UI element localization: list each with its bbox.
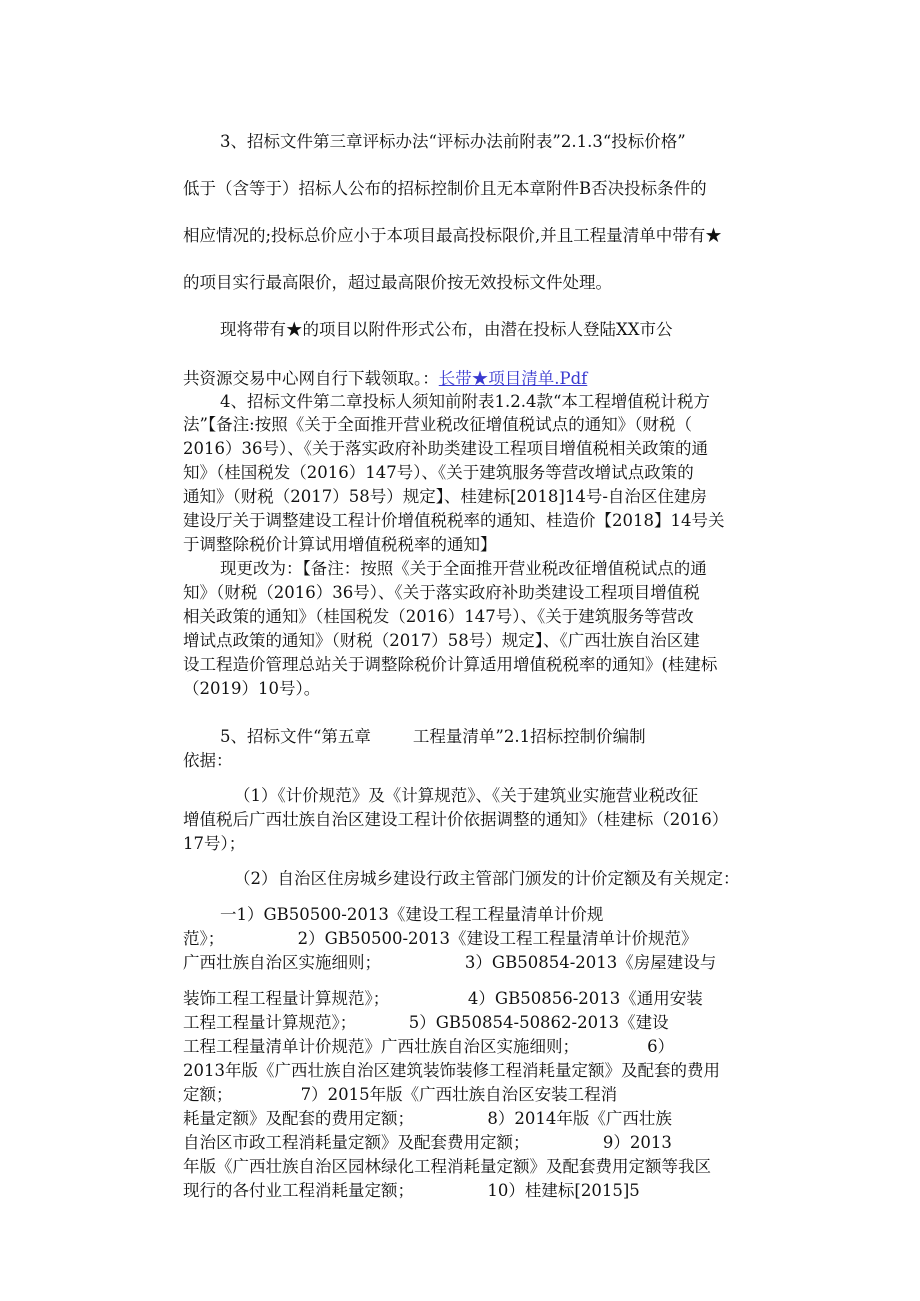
s3-line-4: 的项目实行最高限价，超过最高限价按无效投标文件处理。 — [183, 273, 612, 292]
s4-line-4: 知》（桂国税发（2016）147号）、《关于建筑服务等营改增试点政策的 — [183, 463, 694, 482]
s5-line-6: （2）自治区住房城乡建设行政主管部门颁发的计价定额及有关规定： — [234, 869, 740, 888]
s5-line-9: 广西壮族自治区实施细则； 3）GB50854-2013《房屋建设与 — [183, 953, 717, 972]
s5-line-13: 2013年版《广西壮族自治区建筑装饰装修工程消耗量定额》及配套的费用 — [183, 1061, 720, 1080]
s4-line-8: 现更改为：【备注：按照《关于全面推开营业税改征增值税试点的通 — [220, 559, 707, 578]
s5-line-3: （1）《计价规范》及《计算规范》、《关于建筑业实施营业税改征 — [234, 786, 699, 805]
s4-line-13: （2019）10号）。 — [183, 679, 321, 698]
s5-line-17: 年版《广西壮族自治区园林绿化工程消耗量定额》及配套费用定额等我区 — [183, 1157, 711, 1176]
s5-line-18: 现行的各付业工程消耗量定额； 10）桂建标[2015]5 — [183, 1181, 640, 1200]
s3-line-6 — [183, 368, 587, 390]
s5-line-14: 定额； 7）2015年版《广西壮族自治区安装工程消 — [183, 1085, 618, 1104]
s5-line-15: 耗量定额》及配套的费用定额； 8）2014年版《广西壮族 — [183, 1109, 672, 1128]
s5-line-5: 17号）； — [183, 834, 246, 853]
s5-line-4: 增值税后广西壮族自治区建设工程计价依据调整的通知》（桂建标（2016） — [183, 810, 729, 829]
attachment-link[interactable]: 长带★项目清单.Pdf — [438, 369, 588, 388]
s5-line-1: 5、招标文件“第五章 工程量清单”2.1招标控制价编制 — [220, 727, 646, 746]
s3-line-5: 现将带有★的项目以附件形式公布，由潜在投标人登陆XX市公 — [220, 320, 673, 339]
s3-line-3: 相应情况的;投标总价应小于本项目最高投标限价,并且工程量清单中带有★ — [183, 226, 722, 245]
s4-line-7: 于调整除税价计算试用增值税税率的通知】 — [183, 535, 497, 554]
s4-line-10: 相关政策的通知》（桂国税发（2016）147号）、《关于建筑服务等营改 — [183, 607, 694, 626]
s3-line-6-text: 共资源交易中心网自行下载领取。： — [183, 369, 439, 388]
s4-line-9: 知》（财税（2016）36号）、《关于落实政府补助类建设工程项目增值税 — [183, 583, 700, 602]
s4-line-2: 法”【备注:按照《关于全面推开营业税改征增值税试点的通知》（财税（ — [183, 415, 692, 434]
s5-line-16: 自治区市政工程消耗量定额》及配套费用定额； 9）2013 — [183, 1133, 672, 1152]
s3-line-1: 3、招标文件第三章评标办法“评标办法前附表”2.1.3“投标价格” — [220, 132, 686, 151]
s5-line-11: 工程工程量计算规范》； 5）GB50854-50862-2013《建设 — [183, 1013, 669, 1032]
s4-line-1: 4、招标文件第二章投标人须知前附表1.2.4款“本工程增值税计税方 — [220, 392, 710, 411]
s4-line-3: 2016）36号）、《关于落实政府补助类建设工程项目增值税相关政策的通 — [183, 439, 708, 458]
s5-line-7: 一1）GB50500-2013《建设工程工程量清单计价规 — [220, 905, 604, 924]
s5-line-8: 范》； 2）GB50500-2013《建设工程工程量清单计价规范》 — [183, 929, 698, 948]
s4-line-5: 通知》（财税（2017）58号）规定】、桂建标[2018]14号-自治区住建房 — [183, 487, 707, 506]
s5-line-2: 依据： — [183, 751, 233, 770]
s4-line-6: 建设厅关于调整建设工程计价增值税税率的通知、桂造价【2018】14号关 — [183, 511, 725, 530]
s4-line-12: 设工程造价管理总站关于调整除税价计算适用增值税税率的通知》(桂建标 — [183, 655, 718, 674]
s5-line-12: 工程工程量清单计价规范》广西壮族自治区实施细则； 6） — [183, 1037, 675, 1056]
s4-line-11: 增试点政策的通知》（财税（2017）58号）规定】、《广西壮族自治区建 — [183, 631, 700, 650]
s5-line-10: 装饰工程工程量计算规范》； 4）GB50856-2013《通用安装 — [183, 989, 703, 1008]
s3-line-2: 低于（含等于）招标人公布的招标控制价且无本章附件B否决投标条件的 — [183, 179, 707, 198]
